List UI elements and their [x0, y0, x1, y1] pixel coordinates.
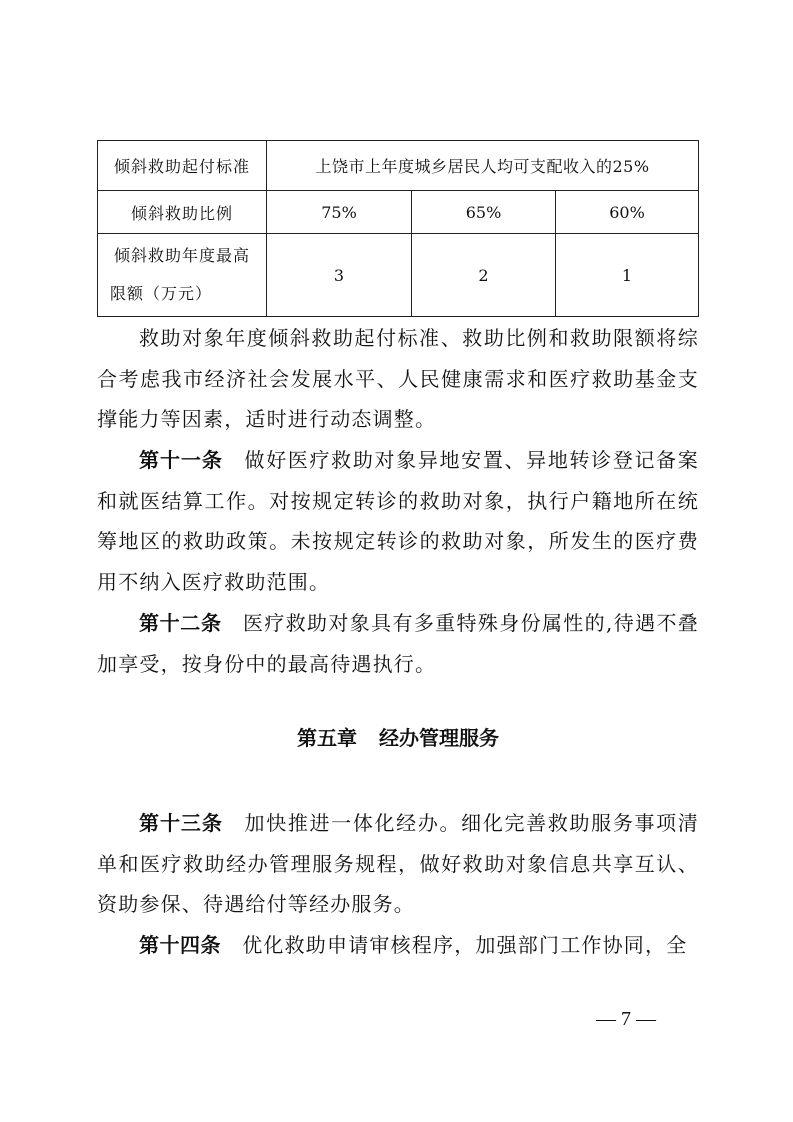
article-12 — [97, 603, 699, 684]
article-14 — [97, 925, 699, 966]
chapter-title: 经办管理服务 — [379, 726, 499, 750]
table-row — [98, 191, 699, 234]
page-number: — 7 — — [596, 1008, 656, 1030]
table-cell: 1 — [556, 234, 699, 317]
article-title: 第十三条 — [139, 811, 223, 835]
article-13 — [97, 803, 699, 925]
label-line: 限额（万元） — [110, 284, 213, 303]
article-title: 第十二条 — [139, 611, 222, 635]
article-text: 加快推进一体化经办。细化完善救助服务事项清单和医疗救助经办管理服务规程，做好救助对象信息共享互认、资助参保、待遇给付等经办服务。 — [97, 811, 700, 916]
table-row — [98, 234, 699, 317]
paragraph: 救助对象年度倾斜救助起付标准、救助比例和救助限额将综合考虑我市经济社会发展水平、人民健康需求和医疗救助基金支撑能力等因素，适时进行动态调整。 — [97, 326, 699, 431]
table-cell: 65% — [412, 191, 556, 234]
article-title: 第十一条 — [139, 448, 223, 472]
table-cell-label — [98, 234, 267, 317]
article-11 — [97, 440, 699, 602]
table-row — [98, 141, 699, 191]
table-cell-label: 倾斜救助起付标准 — [98, 141, 267, 191]
article-text: 做好医疗救助对象异地安置、异地转诊登记备案和就医结算工作。对按规定转诊的救助对象，执行户籍地所在统筹地区的救助政策。未按规定转诊的救助对象，所发生的医疗费用不纳入医疗救助范围。 — [97, 448, 700, 594]
relief-standards-table — [97, 140, 699, 317]
label-line: 倾斜救助年度最高 — [113, 246, 250, 265]
article-title: 第十四条 — [139, 933, 221, 957]
table-cell: 75% — [267, 191, 412, 234]
article-text: 医疗救助对象具有多重特殊身份属性的,待遇不叠加享受，按身份中的最高待遇执行。 — [97, 611, 699, 676]
chapter-heading — [97, 722, 699, 751]
chapter-number: 第五章 — [297, 726, 357, 750]
table-cell: 2 — [412, 234, 556, 317]
table-cell-merged: 上饶市上年度城乡居民人均可支配收入的25% — [267, 141, 699, 191]
table-cell: 3 — [267, 234, 412, 317]
table-cell: 60% — [556, 191, 699, 234]
article-text: 优化救助申请审核程序，加强部门工作协同，全 — [242, 933, 688, 957]
table-cell-label: 倾斜救助比例 — [98, 191, 267, 234]
